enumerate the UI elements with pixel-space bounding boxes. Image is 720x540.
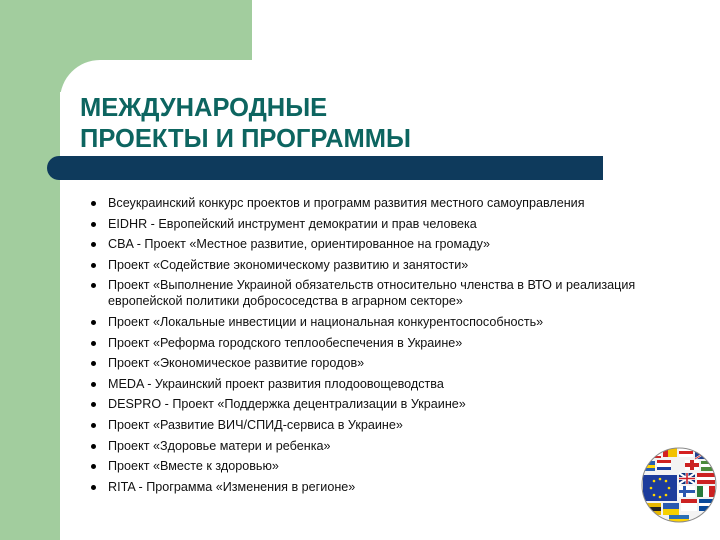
projects-list — [88, 195, 648, 499]
list-item — [88, 396, 648, 412]
list-item-text: EIDHR - Европейский инструмент демократии и прав человека — [108, 216, 477, 231]
bullet-icon — [91, 320, 96, 325]
bullet-icon — [91, 283, 96, 288]
list-item — [88, 479, 648, 495]
list-item — [88, 376, 648, 392]
list-item-text: DESPRO - Проект «Поддержка децентрализации в Украине» — [108, 397, 466, 412]
bullet-icon — [91, 423, 96, 428]
list-item — [88, 236, 648, 252]
list-item — [88, 438, 648, 454]
bullet-icon — [91, 382, 96, 387]
title-underline-bar — [47, 156, 603, 180]
title-line-2: ПРОЕКТЫ И ПРОГРАММЫ — [80, 125, 412, 153]
list-item — [88, 216, 648, 232]
slide-title — [80, 93, 411, 155]
list-item-text: Проект «Реформа городского теплообеспечения в Украине» — [108, 335, 463, 350]
list-item — [88, 335, 648, 351]
bullet-icon — [91, 444, 96, 449]
list-item-text: Проект «Содействие экономическому развитию и занятости» — [108, 257, 469, 272]
bullet-icon — [91, 402, 96, 407]
list-item — [88, 417, 648, 433]
list-item-text: MEDA - Украинский проект развития плодоовощеводства — [108, 376, 444, 391]
bullet-icon — [91, 201, 96, 206]
list-item-text: CBA - Проект «Местное развитие, ориентированное на громаду» — [108, 237, 491, 252]
bullet-icon — [91, 361, 96, 366]
list-item-text: Проект «Локальные инвестиции и национальная конкурентоспособность» — [108, 314, 544, 329]
bullet-icon — [91, 222, 96, 227]
title-line-1: МЕЖДУНАРОДНЫЕ — [80, 94, 328, 122]
list-item-text: Проект «Экономическое развитие городов» — [108, 356, 365, 371]
list-item — [88, 195, 648, 211]
list-item — [88, 355, 648, 371]
bullet-icon — [91, 485, 96, 490]
list-item-text: Проект «Вместе к здоровью» — [108, 459, 279, 474]
bullet-icon — [91, 341, 96, 346]
list-item-text: Проект «Выполнение Украиной обязательств относительно членства в ВТО и реализация европейской политики добрососедства в аграрном секторе» — [108, 278, 636, 309]
bullet-icon — [91, 242, 96, 247]
list-item — [88, 257, 648, 273]
list-item — [88, 277, 648, 309]
list-item-text: Всеукраинский конкурс проектов и программ развития местного самоуправления — [108, 196, 585, 210]
bullet-icon — [91, 464, 96, 469]
list-item — [88, 458, 648, 474]
flags-globe-icon — [639, 445, 719, 525]
list-item-text: Проект «Здоровье матери и ребенка» — [108, 438, 331, 453]
list-item — [88, 314, 648, 330]
list-item-text: Проект «Развитие ВИЧ/СПИД-сервиса в Украине» — [108, 417, 403, 432]
bullet-icon — [91, 263, 96, 268]
list-item-text: RITA - Программа «Изменения в регионе» — [108, 479, 356, 494]
